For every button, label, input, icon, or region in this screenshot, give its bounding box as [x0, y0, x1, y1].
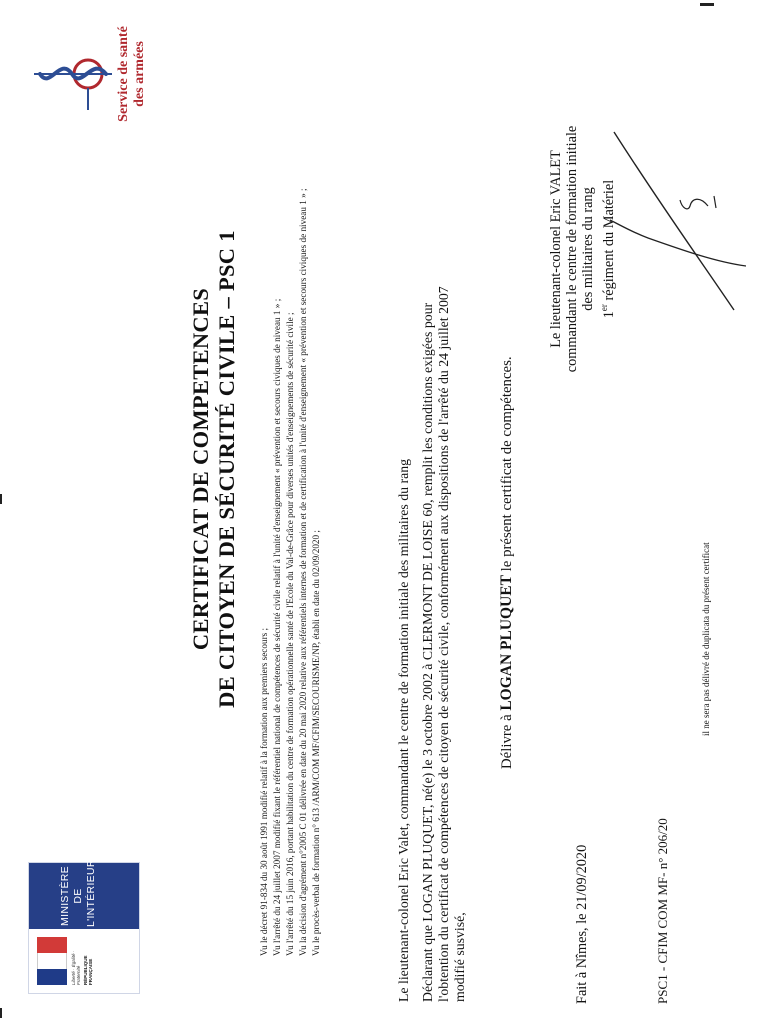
declaration: Déclarant que LOGAN PLUQUET, né(e) le 3 octobre 2002 à CLERMONT DE LOISE 60, remplit les conditions exigées pour l'obtention du certificat de compétences de citoyen de sécurité civile, conformément aux dispositions de l'arrêté du 24 juillet 2007 modifié susvisé,: [420, 286, 467, 1002]
republic-motto: Liberté · Égalité · Fraternité: [71, 950, 81, 985]
ssa-name-line2: des armées: [132, 41, 147, 107]
ssa-name-line1: Service de santé: [116, 26, 131, 122]
certificate-title-line1: CERTIFICAT DE COMPETENCES: [188, 287, 213, 651]
visa-item: Vu l'arrêté du 24 juillet 2007 modifié fixant le référentiel national de compétences de sécurité civile relatif à l'unité d'enseignement « prévention et secours civiques de niveau 1 » ;: [272, 298, 282, 956]
signatory-block: Le lieutenant-colonel Eric VALET commandant le centre de formation initiale des militaires du rang 1er régiment du Matériel: [548, 125, 617, 373]
republique-francaise-label: RÉPUBLIQUE FRANÇAISE: [83, 955, 93, 985]
caduceus-icon: [26, 14, 116, 134]
logo-frame: [28, 859, 140, 994]
scan-mark: [0, 494, 2, 504]
visa-item: Vu l'arrêté du 15 juin 2016, portant habilitation du centre de formation opérationnelle santé de l'Ecole du Val-de-Grâce pour diverses unités d'enseignements de sécurité civile ;: [285, 312, 295, 956]
handwritten-signature: [596, 114, 746, 324]
marianne-flag-icon: [37, 937, 67, 985]
scan-mark: [700, 3, 714, 6]
visa-item: Vu le procès-verbal de formation n° 613 /ARM/COM MF/CFIM/SECOURISME/NP, établi en date du 02/09/2020 ;: [311, 530, 321, 956]
recipient-name: LOGAN PLUQUET: [498, 575, 515, 711]
scan-mark: [0, 1008, 2, 1018]
delivery-statement: Délivre à LOGAN PLUQUET le présent certificat de compétences.: [498, 356, 515, 769]
certificate-reference: PSC1 - CFIM COM MF- n° 206/20: [655, 818, 670, 1004]
service-sante-armees-logo: [26, 14, 146, 134]
place-and-date: Fait à Nîmes, le 21/09/2020: [574, 844, 590, 1004]
certificate-title-line2: DE CITOYEN DE SÉCURITÉ CIVILE – PSC 1: [214, 230, 239, 708]
ministere-name: MINISTÈRE DE L'INTÉRIEUR: [59, 859, 97, 927]
visa-item: Vu la décision d'agrément n°2005 C 01 délivrée en date du 20 mai 2020 relative aux référentiels internes de formation et de certification à l'unité d'enseignement « prévention et secours civiques de niveau 1 » ;: [298, 188, 308, 956]
ministere-interieur-logo: [28, 859, 138, 994]
legal-references: [258, 76, 323, 956]
duplicate-notice: il ne sera pas délivré de duplicata du présent certificat: [701, 542, 711, 736]
visa-item: Vu le décret 91-834 du 30 août 1991 modifié relatif à la formation aux premiers secours ;: [259, 627, 269, 956]
issuer-intro: Le lieutenant-colonel Eric Valet, commandant le centre de formation initiale des militaires du rang: [396, 459, 411, 1002]
